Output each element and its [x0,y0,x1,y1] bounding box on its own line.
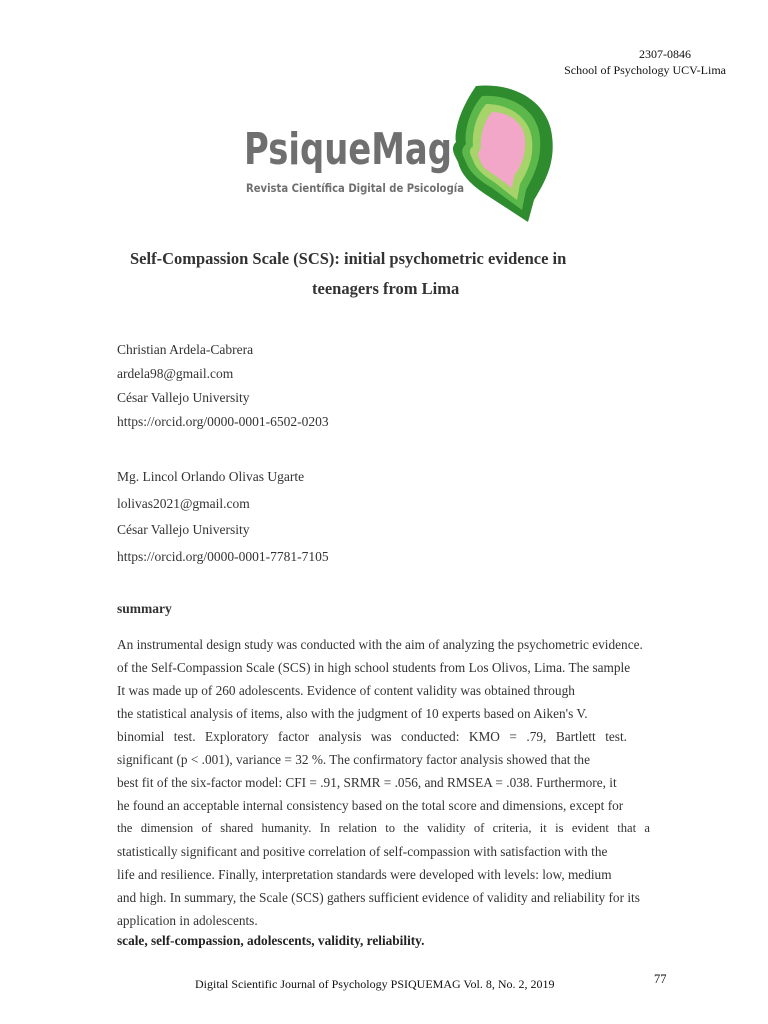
abstract-line: It was made up of 260 adolescents. Evidence of content validity was obtained through [117,683,575,698]
abstract-line: An instrumental design study was conducted with the aim of analyzing the psychometric evidence. [117,637,643,652]
abstract-line: binomial test. Exploratory factor analysis was conducted: KMO = .79, Bartlett test. [117,729,627,744]
abstract-line: statistically significant and positive correlation of self-compassion with satisfaction with the [117,844,608,859]
author-affiliation: César Vallejo University [117,390,250,405]
logo-wordmark: PsiqueMag [244,124,452,175]
abstract-line: application in adolescents. [117,913,258,928]
issn: 2307-0846 [639,47,691,61]
abstract-line: he found an acceptable internal consistency based on the total score and dimensions, except for [117,798,624,813]
title-line-1: Self-Compassion Scale (SCS): initial psychometric evidence in [130,249,567,268]
author-email: ardela98@gmail.com [117,366,234,381]
keywords: scale, self-compassion, adolescents, validity, reliability. [117,933,425,948]
abstract-line: life and resilience. Finally, interpretation standards were developed with levels: low, medium [117,867,612,882]
paper-title [100,244,668,304]
title-line-2: teenagers from Lima [312,279,460,298]
abstract-line: the statistical analysis of items, also with the judgment of 10 experts based on Aiken's V. [117,706,588,721]
abstract-line: of the Self-Compassion Scale (SCS) in high school students from Los Olivos, Lima. The sample [117,660,631,675]
author-orcid: https://orcid.org/0000-0001-6502-0203 [117,414,329,429]
school-name: School of Psychology UCV-Lima [564,63,726,77]
summary-heading: summary [117,601,172,616]
abstract-line: the dimension of shared humanity. In relation to the validity of criteria, it is evident that a [117,821,650,835]
author-affiliation: César Vallejo University [117,522,250,537]
abstract-line: best fit of the six-factor model: CFI = .91, SRMR = .056, and RMSEA = .038. Furthermore, it [117,775,617,790]
author-name: Christian Ardela-Cabrera [117,342,254,357]
author-orcid: https://orcid.org/0000-0001-7781-7105 [117,548,329,564]
abstract-line: and high. In summary, the Scale (SCS) gathers sufficient evidence of validity and reliability for its [117,890,640,905]
abstract-body [117,633,652,932]
author-block-2 [117,464,329,570]
journal-footer: Digital Scientific Journal of Psychology PSIQUEMAG Vol. 8, No. 2, 2019 [195,977,555,991]
author-email: lolivas2021@gmail.com [117,495,250,511]
logo-tagline: Revista Científica Digital de Psicología [246,181,464,195]
page-number: 77 [654,972,667,986]
psiquemag-logo [244,82,556,224]
author-name: Mg. Lincol Orlando Olivas Ugarte [117,469,305,484]
author-block-1 [117,338,329,434]
abstract-line: significant (p < .001), variance = 32 %. The confirmatory factor analysis showed that the [117,752,590,767]
